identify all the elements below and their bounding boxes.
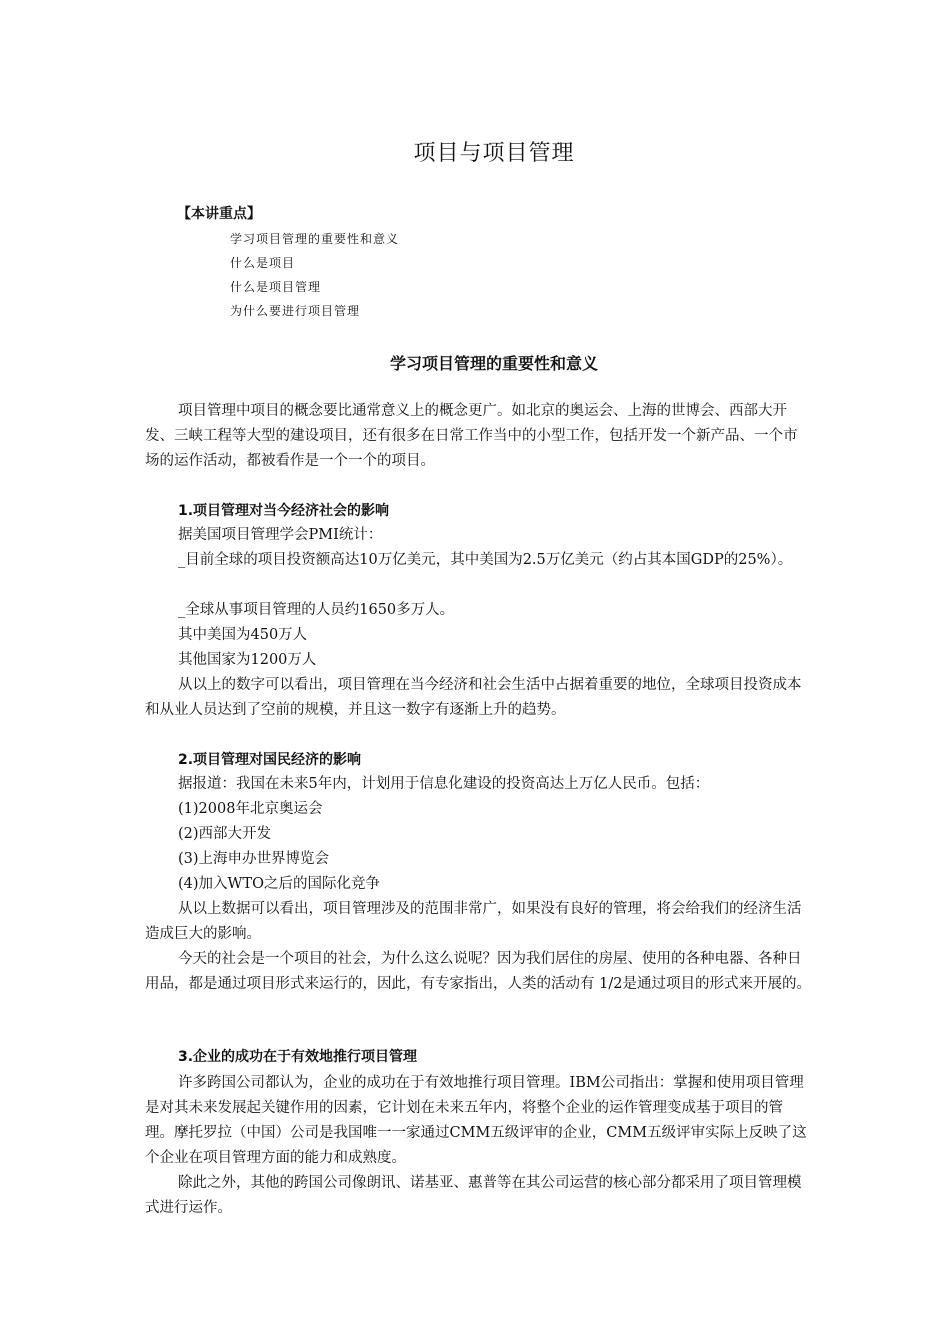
part2-line: (2)西部大开发 <box>178 826 272 842</box>
part1-line: 从以上的数字可以看出，项目管理在当今经济和社会生活中占据着重要的地位，全球项目投资成本和从业人员达到了空前的规模，并且这一数字有逐渐上升的趋势。 <box>145 677 802 718</box>
part2-line: 从以上数据可以看出，项目管理涉及的范围非常广，如果没有良好的管理，将会给我们的经济生活造成巨大的影响。 <box>145 901 802 942</box>
key-point-item: 为什么要进行项目管理 <box>230 304 361 318</box>
part1-line: 其他国家为1200万人 <box>178 652 317 668</box>
part2-heading: 2.项目管理对国民经济的影响 <box>178 752 362 768</box>
part1-line: _全球从事项目管理的人员约1650多万人。 <box>178 602 455 618</box>
part3-line: 许多跨国公司都认为，企业的成功在于有效地推行项目管理。IBM公司指出：掌握和使用项目管理是对其未来发展起关键作用的因素，它计划在未来五年内，将整个企业的运作管理变成基于项目的管理。摩托罗拉（中国）公司是我国唯一一家通过CMM五级评审的企业，CMM五级评审实际上反映了这个企业在项目管理方面的能力和成熟度。 <box>145 1075 807 1166</box>
part2-line: (1)2008年北京奥运会 <box>178 801 323 817</box>
part2-line: 今天的社会是一个项目的社会，为什么这么说呢？因为我们居住的房屋、使用的各种电器、各种日用品，都是通过项目形式来运行的，因此，有专家指出，人类的活动有 1/2是通过项目的形式来开展的。 <box>145 951 811 992</box>
part1-line: 据美国项目管理学会PMI统计： <box>178 527 383 543</box>
section-title: 学习项目管理的重要性和意义 <box>389 354 598 373</box>
part1-heading: 1.项目管理对当今经济社会的影响 <box>178 503 390 519</box>
key-points-list <box>177 227 399 323</box>
part1-line: 其中美国为450万人 <box>178 627 308 643</box>
key-points-label: 【本讲重点】 <box>177 206 261 222</box>
part2-line: 据报道：我国在未来5年内，计划用于信息化建设的投资高达上万亿人民币。包括： <box>178 776 710 792</box>
document-title: 项目与项目管理 <box>413 141 575 166</box>
part2-line: (3)上海申办世界博览会 <box>178 851 330 867</box>
part2-line: (4)加入WTO之后的国际化竞争 <box>178 876 381 892</box>
part1-line: _目前全球的项目投资额高达10万亿美元，其中美国为2.5万亿美元（约占其本国GDP的25%）。 <box>178 552 793 568</box>
key-point-item: 什么是项目 <box>230 256 296 270</box>
key-point-item: 什么是项目管理 <box>230 280 322 294</box>
part3-line: 除此之外，其他的跨国公司像朗讯、诺基亚、惠普等在其公司运营的核心部分都采用了项目管理模式进行运作。 <box>145 1175 802 1216</box>
part3-heading: 3.企业的成功在于有效地推行项目管理 <box>178 1049 418 1065</box>
key-point-item: 学习项目管理的重要性和意义 <box>230 232 400 246</box>
key-points-block <box>177 205 399 323</box>
intro-paragraph: 项目管理中项目的概念要比通常意义上的概念更广。如北京的奥运会、上海的世博会、西部大开发、三峡工程等大型的建设项目，还有很多在日常工作当中的小型工作，包括开发一个新产品、一个市场的运作活动，都被看作是一个一个的项目。 <box>145 403 798 469</box>
